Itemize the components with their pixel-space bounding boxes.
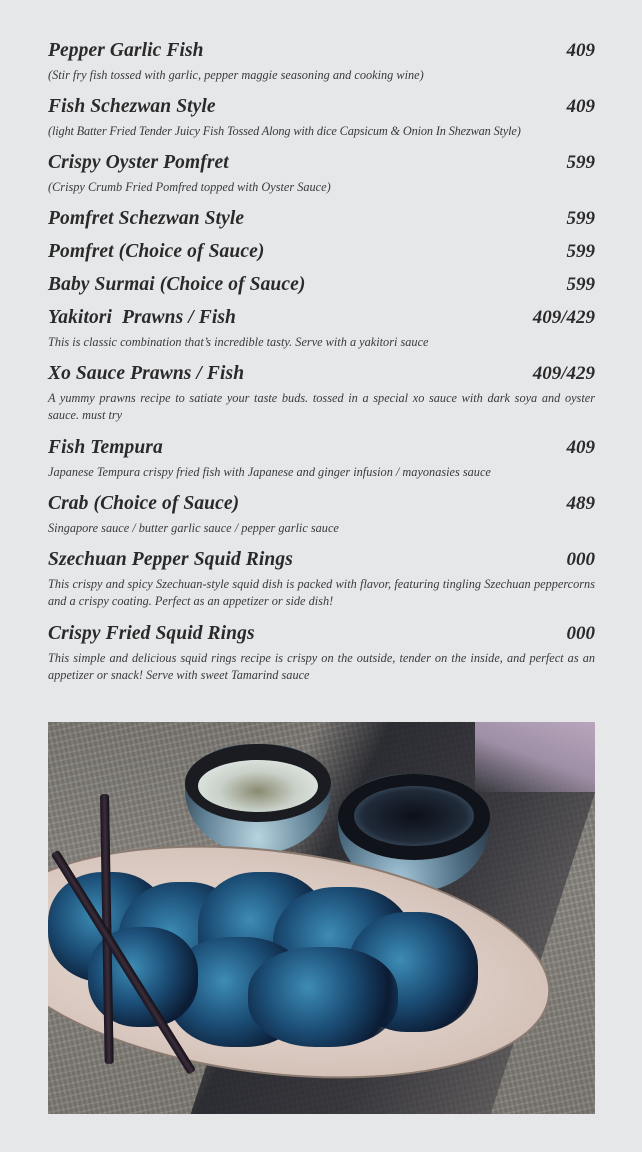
- menu-item: [48, 94, 595, 140]
- menu-item: [48, 239, 595, 265]
- item-description: (Stir fry fish tossed with garlic, pepper maggie seasoning and cooking wine): [48, 68, 424, 82]
- item-description: (Crispy Crumb Fried Pomfred topped with Oyster Sauce): [48, 180, 331, 194]
- item-price: 409: [566, 96, 595, 117]
- item-name: Crispy Fried Squid Rings: [48, 623, 255, 644]
- menu-item: [48, 272, 595, 298]
- item-name: Fish Schezwan Style: [48, 96, 216, 117]
- item-name: Crispy Oyster Pomfret: [48, 152, 229, 173]
- item-name: Fish Tempura: [48, 437, 163, 458]
- item-price: 409/429: [532, 307, 595, 328]
- item-price: 599: [566, 274, 595, 295]
- item-description: A yummy prawns recipe to satiate your taste buds. tossed in a special xo sauce with dark soya and oyster sauce. must try: [48, 391, 595, 422]
- item-name: Pomfret Schezwan Style: [48, 208, 245, 229]
- item-price: 409: [566, 437, 595, 458]
- background-corner: [475, 722, 595, 792]
- item-name: Pepper Garlic Fish: [48, 40, 204, 61]
- menu-item: [48, 361, 595, 424]
- item-price: 409/429: [532, 363, 595, 384]
- menu-item: [48, 305, 595, 351]
- item-name: Xo Sauce Prawns / Fish: [48, 363, 245, 384]
- menu-item: [48, 435, 595, 481]
- menu-item: [48, 621, 595, 684]
- sauce-right: [354, 786, 474, 846]
- item-description: This simple and delicious squid rings recipe is crispy on the outside, tender on the inside, and perfect as an appetizer or snack! Serve with sweet Tamarind sauce: [48, 651, 595, 682]
- food-photo: [48, 722, 595, 1114]
- item-price: 409: [566, 40, 595, 61]
- menu-item: [48, 206, 595, 232]
- item-name: Crab (Choice of Sauce): [48, 493, 240, 514]
- item-name: Yakitori Prawns / Fish: [48, 307, 236, 328]
- item-description: Singapore sauce / butter garlic sauce / pepper garlic sauce: [48, 521, 339, 535]
- menu-item: [48, 491, 595, 537]
- item-description: Japanese Tempura crispy fried fish with Japanese and ginger infusion / mayonasies sauce: [48, 465, 491, 479]
- item-name: Szechuan Pepper Squid Rings: [48, 549, 293, 570]
- item-description: This crispy and spicy Szechuan-style squid dish is packed with flavor, featuring tingling Szechuan peppercorns and a crispy coating. Perfect as an appetizer or side dish!: [48, 577, 595, 608]
- item-price: 599: [566, 208, 595, 229]
- item-description: This is classic combination that’s incredible tasty. Serve with a yakitori sauce: [48, 335, 429, 349]
- item-name: Pomfret (Choice of Sauce): [48, 241, 265, 262]
- item-name: Baby Surmai (Choice of Sauce): [48, 274, 306, 295]
- squid-ring: [248, 947, 398, 1047]
- item-price: 599: [566, 241, 595, 262]
- menu-item: [48, 547, 595, 610]
- menu-item: [48, 150, 595, 196]
- sauce-left: [198, 760, 318, 812]
- item-price: 000: [566, 623, 595, 644]
- item-price: 489: [566, 493, 595, 514]
- item-description: (light Batter Fried Tender Juicy Fish Tossed Along with dice Capsicum & Onion In Shezwan Style): [48, 124, 521, 138]
- item-price: 000: [566, 549, 595, 570]
- menu-item: [48, 38, 595, 84]
- item-price: 599: [566, 152, 595, 173]
